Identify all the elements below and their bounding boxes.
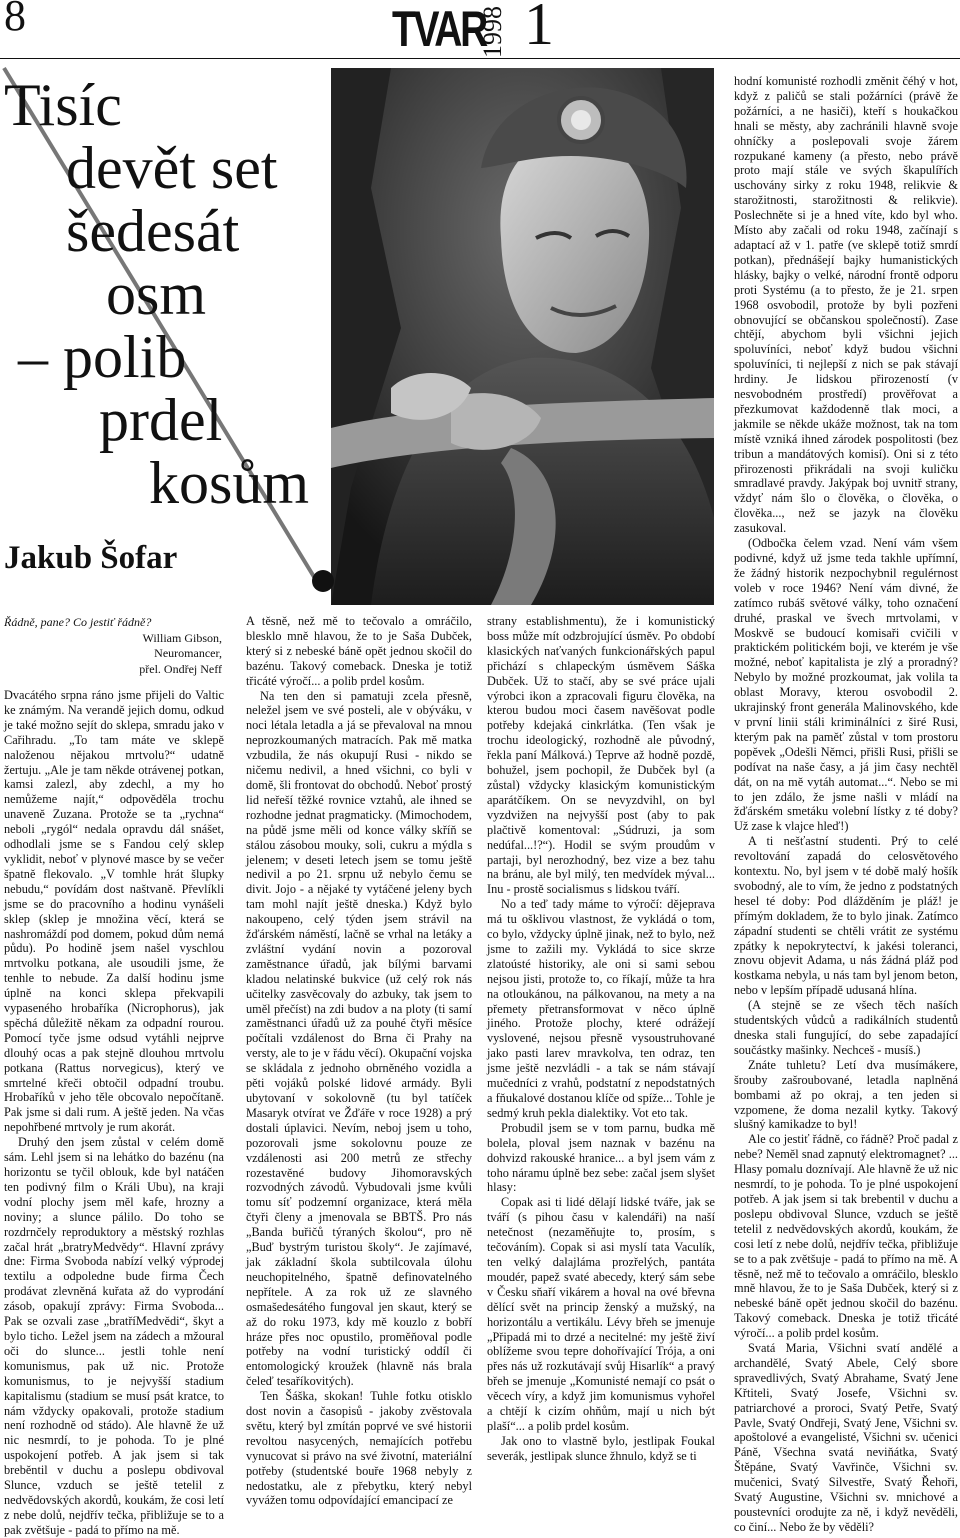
epigraph-source-line: přel. Ondřej Neff [139,661,222,676]
masthead-issue: 1 [524,0,554,57]
paragraph: Druhý den jsem zůstal v celém domě sám. Lehl jsem si na lehátko do bazénu (na horizontu se tyčil oblouk, kde byl natáčen ten podivný film o Králi Ubu), na kraji vodní plochy jsem měl kafe, hrozny a noviny; a slunce pálilo. Do toho se rozdrnčely reproduktory a městský rozhlas začal hrát „bratryMedvědy“. Hlavní zprávy dne: Firma Svoboda nabízí velký výprodej textilu a odpoledne bude firma Čech prodávat zlevněná kuřata až do vyprodání zásob, opakují zprávy: Firma Svoboda... Pak se ozvali zase „bratříMedvědi“, škyt a bylo ticho. Ležel jsem na zádech a mžoural oči do slunce... jestli tohle není komunismus, pak už nic. Protože komunismus, to je nejvyšší stadium kapitalismu (stadium se musí psát kratce, to nám vždycky opakovali, protože stadium není rozhodně od stádo). Ale hlavně že už nic nesmrdí, to je pohoda. To je plné uspokojení potřeb. A jak jsem si tak breběntil v duchu a poslepu obdivoval Slunce, vzduch se ještě tetelil z nedvědovských akordů, koukám, že cosi letí z nebe dolů, nejdřív tečka, přibližuje se to a pak zvětšuje - padá to přímo na mě. [4,1135,224,1537]
paragraph: Svatá Maria, Všichni svatí andělé a archandělé, Svatý Abele, Celý sbore spravedlivých, Svatý Abrahame, Svatý Jene Křtiteli, Svatý Josefe, Všichni sv. patriarchové a proroci, Svatý Petře, Svatý Pavle, Svatý Ondřeji, Svatý Jene, Všichni sv. apoštolové a evangelisté, Všichni sv. učenici Páně, Všechna svatá neviňátka, Svatý Štěpáne, Svatý Vavřinče, Všichni sv. mučenici, Svatý Silvestře, Svatý Řehoři, Svatý Augustine, Všichni sv. mnichové a poustevníci orodujte za ně, i když nevěděli, co činí... Nebo že by věděli? [734,1341,958,1534]
miner-photo-illustration [331,68,714,605]
headline-line: osm [106,261,207,327]
headline-line: šedesát [66,198,240,264]
paragraph: Znáte tuhletu? Letí dva musímákere, šrouby zašroubované, letadla naplněná bombami až po okraj, a ten jeden si vzpomene, že doma nezalil kytky. Takový slušný kamikadze to byl! [734,1057,958,1132]
headline-line: prdel [99,387,223,453]
paragraph: A těsně, než mě to tečovalo a omráčilo, blesklo mně hlavou, že to je Saša Dubček, který si z nebeské báně opět jednou skočil do bazénu. Takový comeback. Dneska je totiž třicáté výročí... a polib prdel kosům. [246,614,472,688]
author-name: Jakub Šofar [4,540,178,576]
article-column-4 [734,74,958,1534]
paragraph: Ale co jestiť řádně, co řádně? Proč padal z nebe? Neměl snad zapnutý elektromagnet? ... Hlasy pomalu doznívají. Ale hlavně že už nic nesmrdí, to je pohoda. To je plné uspokojení potřeb. A jak jsem si tak brebentil v duchu a poslepu obdivoval Slunce, vzduch se ještě tetelil z nedvědovských akordů, koukám, že cosi letí z nebe dolů, nejdřív tečka, přibližuje se to a pak zvětšuje - padá to přímo na mě. A těsně, než mě to tečovalo a omráčilo, blesklo mně hlavou, že to je Saša Dubček, který si z nebeské báně opět jednou skočil do bazénu. Takový comeback. Dneska je totiž třicáté výročí... a polib prdel kosům. [734,1132,958,1341]
paragraph: Jak ono to vlastně bylo, jestlipak Foukal severák, jestlipak slunce žhnulo, když se ti [487,1433,715,1463]
epigraph [4,615,222,677]
article-column-1 [4,688,224,1537]
epigraph-quote: Řádně, pane? Co jestiť řádně? [4,615,152,629]
bullet-dot [312,570,334,592]
epigraph-source-line: Neuromancer, [154,646,222,660]
headline [4,74,329,515]
paragraph: hodní komunisté rozhodli změnit čéhý v hot, když z paličů se stali požárníci (právě že požárníci, a ne hasiči), kteří s houkačkou hnali se městy, aby zachránili hlavně svoje ohníčky a poslepovali svoje žárem rozpukané kameny (a přesto, nebo právě proto mají stále ve svých škapulířích uschovány sirky z roku 1948, relikvie & starožitnosti, starožitnosti & relikvie). Poslechněte si je a hned víte, kdo byl who. Místo aby začali od roku 1948, začínají s adaptací až v 1. patře (ve sklepě totiž smrdí potkan), přednášejí bajky humanistických hlásky, bajky o velké, národní frontě odporu proti Systému (a to přesto, že je 21. srpen 1968 osvobodil, protože by byli pozřeni obnovující se občanskou společností). Zase chtějí, abychom byli všichni jejich spoluvíníci, neboť když budou všichni spoluvíníci, ti nejlepší z nich se pak stávají hrdiny. Je lidskou přirozeností (v nesvobodném prostředí) prověřovat a přezkumovat každodenně tlak moci, a jakmile se někde ukáže možnost, tak na tom místě vzniká ihned zárodek pospolitosti (bez tribun a mandátových komisí). Oni si z této přirozenosti přikrádali na svoji kuličku smradlavé pravdy. Jakýpak boj uvnitř strany, vždyť nám šlo o člověka, o člověka, o člověka..., než se jazyk na člověku zasukoval. [734,74,958,536]
headline-line: kosům [149,450,310,516]
article-column-2 [246,614,472,1508]
epigraph-source-line: William Gibson, [142,630,222,645]
headline-line: Tisíc [4,72,122,138]
top-rule [0,58,960,59]
paragraph: (A stejně se ze všech těch naších studentských vůdců a radikálních studentů dneska stali fungující, do sebe zapadající součástky mašinky. Nechceš - musíš.) [734,998,958,1057]
article-column-3 [487,614,715,1466]
paragraph: strany establishmentu), že i komunistický boss může mít odzbrojující úsměv. Po období klasických naťvaných funkcionářských papul přichází s chlapeckým úsměvem Sáška Dubček. Už to stačí, aby se své práce ujali výrobci ikon a zpracovali figuru člověka, na kterou budou moci časem navěšovat podle potřeby kdejaká cinkrlátka. (Ten však je trochu ideologický, rozhodně ale původný, řekla paní Málková.) Teprve až hodně pozdě, bohužel, jsem pochopil, že Dubček byl (a zůstal) vždycky klasickým komunistickým aparátčíkem. On se nevyzdvihl, on byl vyzdvižen na nejvyšší post (aby to pak plačtivě komentoval: „Súdruzi, ja som nedúfal...!?“). Hodil se svým proudům v partaji, byl nerozhodný, bez vize a bez tahu na bránu, ale byl milý, ten medvídek mýval... Inu - prostě socialismus s lidskou tváří. [487,614,715,897]
paragraph: Ten Šáška, skokan! Tuhle fotku otisklo dost novin a časopisů - jakoby zvěstovala světu, který byl zmítán poprvé ve své historii revoltou nasycených, nemajících potřebu vynucovat si právo na své životní, materiální potřeby (studentské bouře 1968 nebyly z nedostatku, ale z přebytku, který nebyl vyvážen tomu odpovídající emancipací ze [246,1389,472,1508]
paragraph: Na ten den si pamatuji zcela přesně, neležel jsem ve své posteli, ale v obýváku, v noci létala letadla a já se převaloval na mnou neprozkoumaných matracích. Pak mě matka vzbudila, že nás okupují Rusi - nikdo se ničemu nedivil, a hned všichni, co byli v domě, šli frontovat do obchodů. Neboť prostý lid neřeší těžké rovnice vztahů, ale ihned se rozhodne jednat pragmaticky. (Mimochodem, na půdě jsme měli od konce války skříň se stálou zásobou mouky, soli, cukru a mýdla s jelenem; v deseti letech jsem se tomu ještě nedivil a po 21. srpnu už nebylo čemu se divit. Jojo - a nějaké ty vytáčené jeleny bych tam mohl najít ještě dneska.) Když bylo nakoupeno, celý týden jsem strávil na žďárském náměstí, lačně se vrhal na letáky a zvláštní vydání novin a pozoroval zaměstnance úřadů, jak bílými barvami kladou nelatinské bukvice (už celý rok nás učitelky zasvěcovaly do azbuky, tak jsem to uměl přečíst) na zdi budov a na ploty (ti samí zaměstnanci úřadů už za pouhé čtyři měsíce počítali vzdálenost do Brna či Prahy na versty, ale to je v řádu věcí). Okupační vojska se skládala z jednoho obrněného vozidla a pěti vojáků polské lidové armády. Byli ubytovaní v sokolovně (tu byl tatíček Masaryk otvírat ve Žďáře v roce 1928) a prý dostali úplavici. Nevím, neboj jsem u toho, pozorovali jsme sokolovnu pouze ze vzdálenosti asi 200 metrů ze střechy rozestavěné budovy Jihomoravských rozvodných závodů. Vybudovali jsme kvůli tomu síť podzemní organizace, která měla čtyři členy a jmenovala se BBTŠ. Pro nás „Banda buřičů týraných školou“, pro ně „Buď bystrým turistou školy“. Je zajímavé, jak základní škola subtilcovala úlohu neuchopitelného, špatně definovatelného nepřítele. A za rok už ze slavného osmašedesátého fungoval jen skaut, který se až do roku 1973, kdy mě kouzlo z bobří hráze přes noc opustilo, proměňoval podle potřeby na vodní turistický oddíl či entomologický kroužek (hlavně nás brala čeleď tesaříkovitých). [246,688,472,1389]
paragraph: A ti nešťastní studenti. Prý to celé revoltování zapadá do celosvětového kontextu. No, byl jsem v té době malý hošík svobodný, ale to vím, že jedno z podstatných hesel té doby: Pod dlážděním je pláž! je přímým dokladem, že to bylo jinak. Zatímco západní studenti se chtěli vrátit ze systému zpátky k nepokrytectví, k jakési toleranci, znovu objevit Adama, u nás žádná pláž pod kostkama nebyla, u nás tam byl jenom beton, nebo v lepším případě udusaná hlína. [734,834,958,998]
paragraph: (Odbočka čelem vzad. Není vám všem podivné, když už jsme teda takhle upřímní, že žádný historik nezpochybnil regulérnost voleb v roce 1946? Není vám divné, že zatímco rubáš světové války, toho označení druhé, praskal ve švech mrtvolami, v Moskvě se budoucí komisaři cvičili v praktickém politickém boji, ve kterém je vše možné, neboť kapitalista je zlý a proradný? Nebylo by možné prozkoumat, jak volila ta oblast Moravy, kterou osvobodil 2. ukrajinský front generála Malinovského, kde v první linii stáli kriminálníci z širé Rusi, kterým pak na paměť zůstal v tom prostoru popěvek „Odešli Němci, přišli Rusi, přišli se podívat na naše časy, a já jim časy nechtěl dát, on na mě vytáh automat...“. Nebo se mi to jen zdálo, že jsme našli v mládí na žďárském smetáku volební lístky z té doby? Už zase k vlajce hleď!) [734,536,958,834]
headline-line: – polib [18,324,187,390]
paragraph: Copak asi ti lidé dělají lidské tváře, jak se tváří (s pihou času v kalendáři) na naší netečnost (nezaměňujte to, prosím, s tečováním). Copak si asi myslí tata Vaculík, ten velký dalajláma prozřelých, pantáta moudér, papež svaté abecedy, který sám sebe v Česku sňaří vikárem a hoval na ové břevna dělící svět na princip ženský a mužský, na horizontálu a vertikálu. Lévy břeh se jmenuje „Připadá mi to drzé a necitelné: my ještě živí oblížeme svou tepre dohořívající Trója, a oni přes nás už rozkutávají svůj Hisarlík“ a pravý břeh se jmenuje „Komunisté nemají co psát o věcech víry, a když jim komunismus vyhořel a chtějí k cizím ohňům, mají u nich být plaší“... a polib prdel kosům. [487,1195,715,1433]
paragraph: No a teď tady máme to výročí: dějepravа má tu ošklivou vlastnost, že vykládá o tom, co bylo, vždycky úplně jinak, než to bylo, než jsme to zažili my. Vykládá to sice skrze zlatoústé historiky, ale oni si sami sebou nejsou jisti, protože to, co říkají, může ta hra na otloukánou, na pálkovanou, na mety a na přemety přetransformovat v něco úplně jiného. Protože plochy, které odrážejí vyslovené, nejsou přesně vysoustruhované jako pasti larev mravkolva, ten odraz, ten jsme ještě nezvládli - a tak se nám stávají mučedníci z vrahů, podstatní z nepodstatných a fňukalové dostanou klíče od spíže... Tohle je sedmý kruh pekla dialektiky. Vot eto tak. [487,897,715,1120]
paragraph: Dvacátého srpna ráno jsme přijeli do Valtic ke známým. Na verandě jejich domu, odkud je také možno sejít do sklepa, smradu jako v Cařihradu. „To tam máte ve sklepě naloženou nějakou mrtvolu?“ udatně žertuju. „Ale je tam někde otrávenej potkan, kamsi zalezl, aby zdechl, a my ho nemůžeme najít,“ odpověděla trochu unaveně Zuzana. Protože se ta „rychna“ neboli „rygól“ nedala opravdu dál snášet, odhodlali jsme se s Fandou celý sklep vyklidit, neboť v plynové masce by se večer špatně flekovalo. „V tomhle hrát šlupky nebudu,“ povídám dost naštvaně. Převlíkli jsme se do pracovního a hodinu vynášeli sklep (sklep je množina věcí, která se nashromáždí pod domem, pokud dům nemá půdu). Po hodině jsem našel vyschlou mrtvolku potkana, ale usoudili jsme, že tenhle to nebude. Za další hodinu jsme úplně na konci sklepa překvapili vypaseného hrobaříka (Nicrophorus), jak spěchá důležitě někam za odpadní rourou. Pomocí tyče jsme odsud vytáhli nejprve dlouhý ocas a pak stejně dlouhou mrtvolu potkana (Rattus norvegicus), který ve smrtelné křeči obtočil odpadní troubu. Hrobaříků v jeho těle obcovalo nepočítaně. Pak jsme si dali rum. A ještě jeden. Na včas nepohřbené mrtvoly je rum akorát. [4,688,224,1135]
headline-line: devět set [66,135,278,201]
masthead-year: 1998 [478,6,507,58]
page-number: 8 [4,0,26,40]
paragraph: Probudil jsem se v tom parnu, budka mě bolela, ploval jsem naznak v bazénu na dohvizd rakouské hranice... a byl jsem vám z toho náramu úplně bez sebe: začal jsem slyšet hlasy: [487,1120,715,1195]
masthead [392,0,572,60]
masthead-title: TVAR [392,1,486,57]
miner-photo [331,68,714,605]
